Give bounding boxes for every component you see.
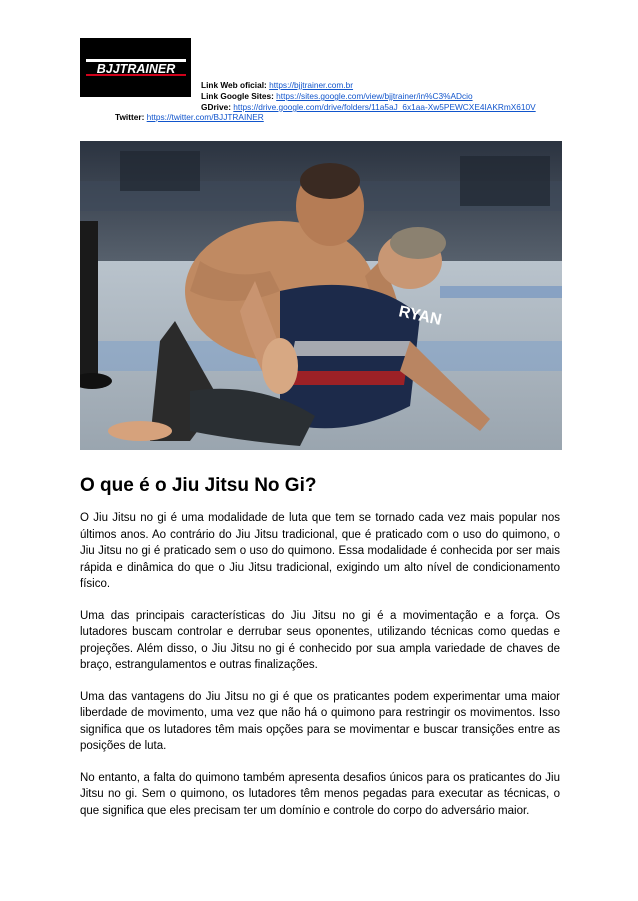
link-row-sites (201, 91, 536, 102)
header-links (201, 80, 536, 113)
link-label: Link Web oficial: (201, 80, 267, 90)
link-google-sites[interactable]: https://sites.google.com/view/bjjtrainer/in%C3%ADcio (276, 91, 473, 101)
article-title: O que é o Jiu Jitsu No Gi? (80, 475, 317, 496)
article-paragraph: No entanto, a falta do quimono também apresenta desafios únicos para os praticantes do Jiu Jitsu no gi. Sem o quimono, os lutadores têm menos pegadas para executar as técnicas, o que significa que eles precisam ter um domínio e controle do corpo do adversário maior. (80, 771, 560, 817)
link-label: GDrive: (201, 102, 231, 112)
article-body (80, 510, 560, 834)
grappling-photo-icon (80, 141, 562, 450)
article-paragraph: Uma das principais características do Jiu Jitsu no gi é a movimentação e a força. Os lutadores buscam controlar e derrubar seus oponentes, utilizando técnicas como quedas e projeções. Além disso, o Jiu Jitsu no gi é conhecido por sua ampla variedade de chaves de braço, estrangulamentos e outras finalizações. (80, 609, 560, 671)
link-label: Twitter: (115, 112, 145, 122)
link-row-twitter (115, 112, 264, 123)
link-label: Link Google Sites: (201, 91, 274, 101)
link-gdrive[interactable]: https://drive.google.com/drive/folders/11a5aJ_6x1aa-Xw5PEWCXE4IAKRmX610V (233, 102, 536, 112)
link-web-official[interactable]: https://bjjtrainer.com.br (269, 80, 354, 90)
jersey-text: RYAN (397, 303, 444, 329)
article-paragraph: O Jiu Jitsu no gi é uma modalidade de luta que tem se tornado cada vez mais popular nos últimos anos. Ao contrário do Jiu Jitsu tradicional, que é praticado com o uso do quimono, o Jiu Jitsu no gi é praticado sem o uso do quimono. Essa modalidade é conhecida por ser mais rápida e dinâmica do que o Jiu Jitsu tradicional, exigindo um alto nível de condicionamento físico. (80, 512, 560, 590)
logo-text: BJJTRAINER (96, 61, 175, 76)
bjjtrainer-logo (80, 38, 191, 97)
bjjtrainer-logo-icon (86, 57, 186, 79)
link-twitter[interactable]: https://twitter.com/BJJTRAINER (146, 112, 264, 122)
link-row-web (201, 80, 536, 91)
article-photo (80, 141, 562, 450)
article-paragraph: Uma das vantagens do Jiu Jitsu no gi é que os praticantes podem experimentar uma maior liberdade de movimento, uma vez que não há o quimono para restringir os movimentos. Isso significa que os lutadores têm mais opções para se movimentar e buscar transições entre as posições de luta. (80, 690, 560, 752)
